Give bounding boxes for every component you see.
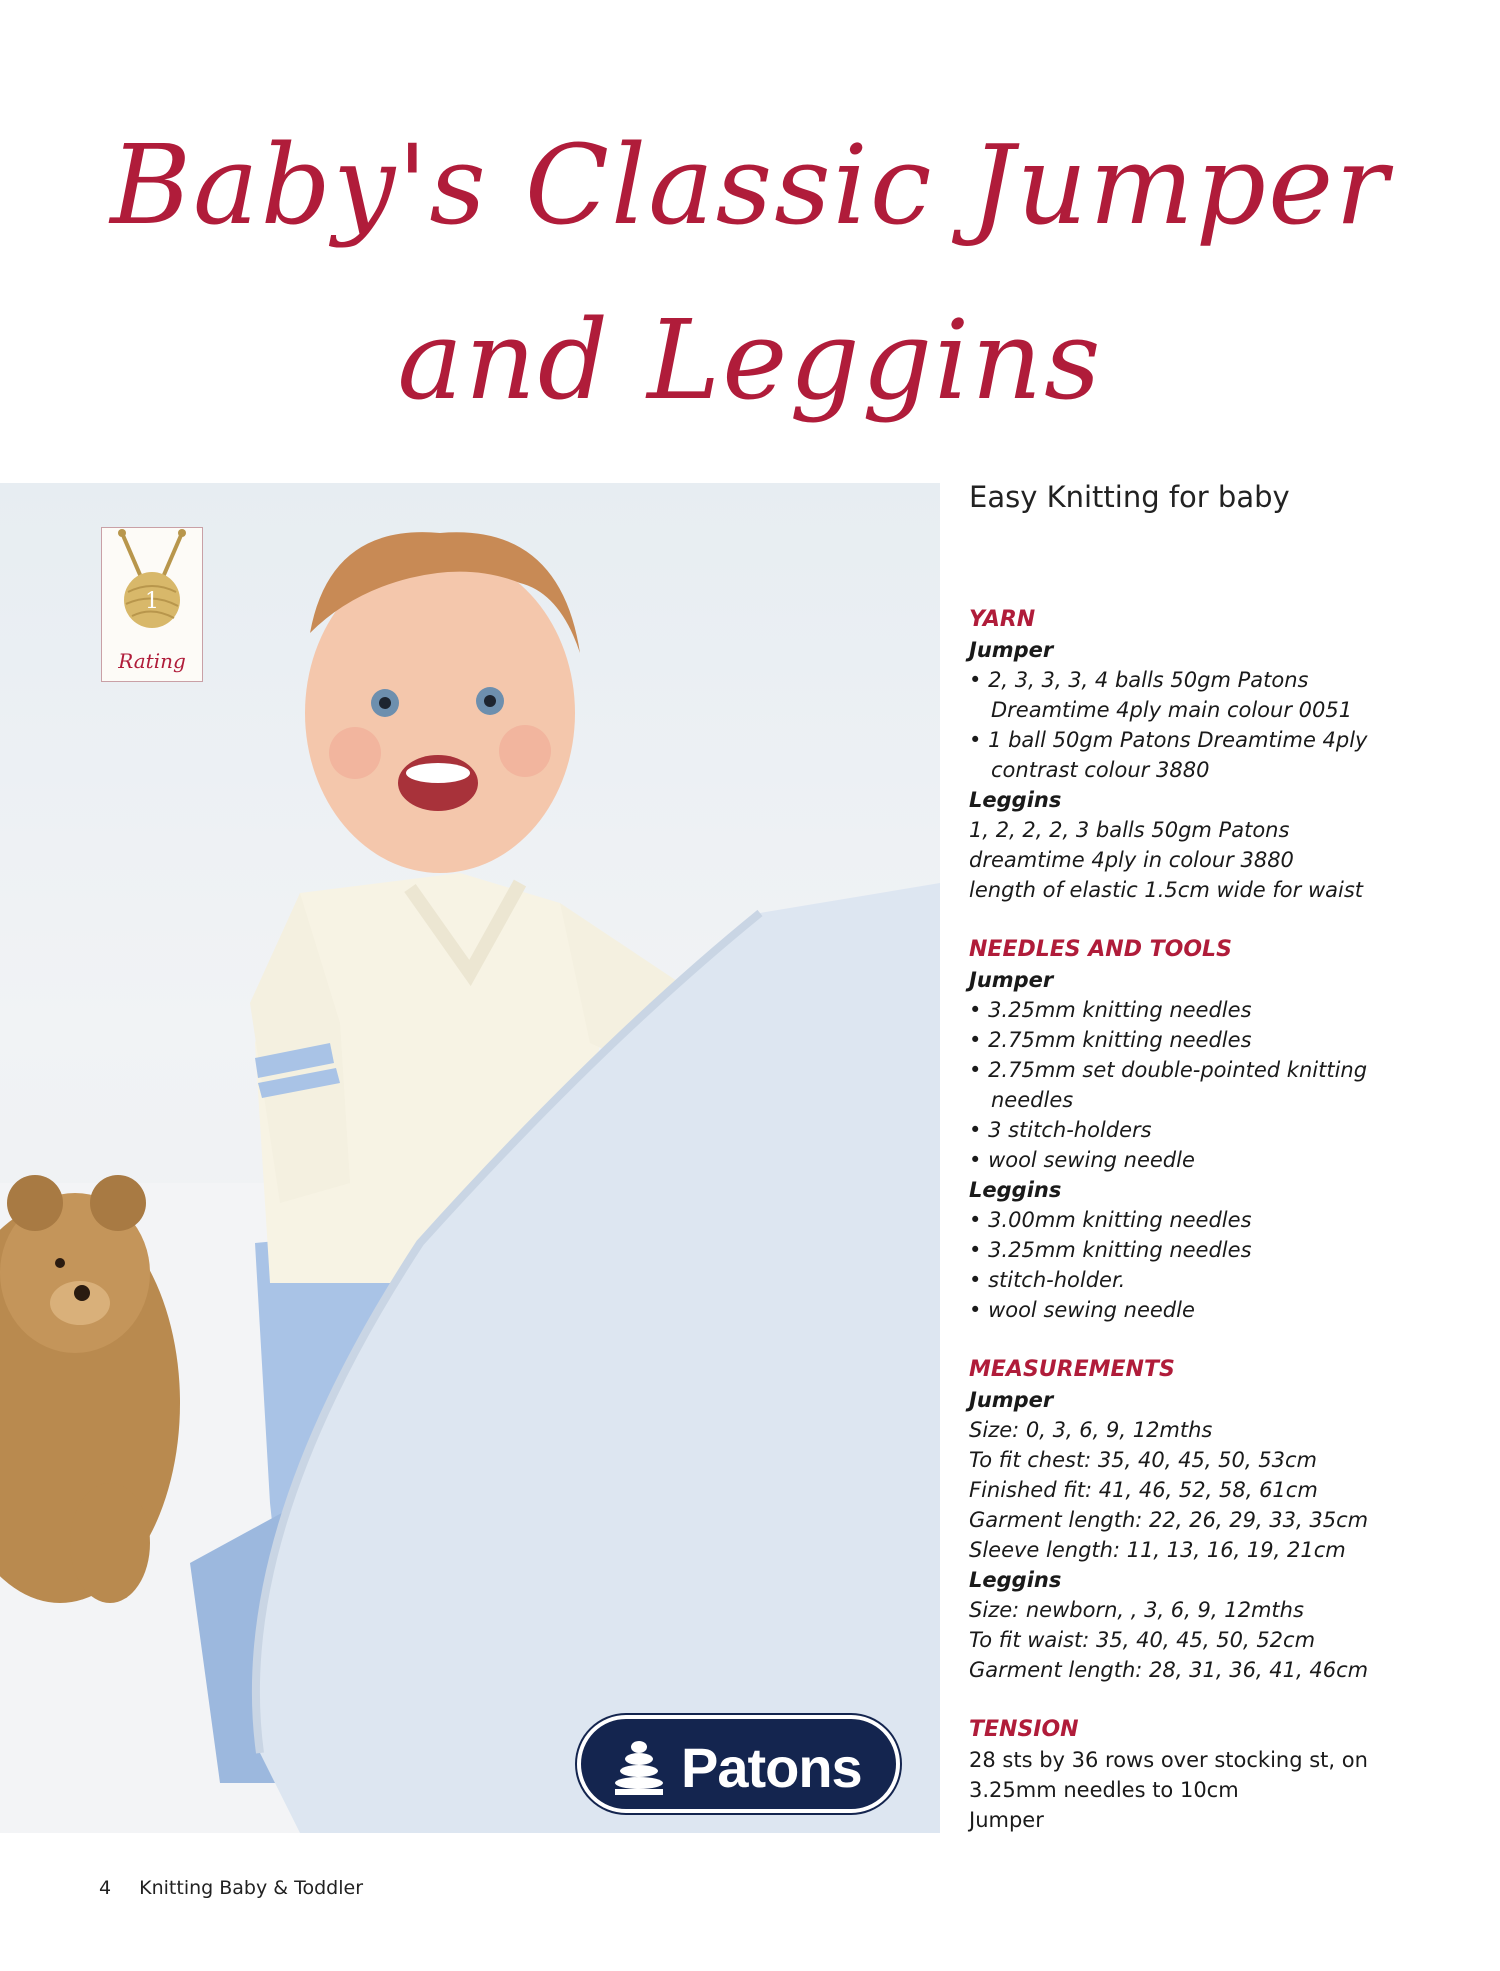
yarn-jumper-label: Jumper [969,638,1054,662]
needles-jumper-label: Jumper [969,968,1054,992]
rating-level: 1 [145,589,159,614]
yarn-heading: YARN [969,607,1036,632]
list-item: dreamtime 4ply in colour 3880 [969,848,1294,872]
page-title-line-1: Baby's Classic Jumper [110,121,1390,249]
list-item: • wool sewing needle [969,1145,1409,1175]
list-item: • 3.25mm knitting needles [969,995,1409,1025]
list-item: 1, 2, 2, 2, 3 balls 50gm Patons [969,818,1290,842]
yarn-stack-icon [609,1737,669,1797]
subtitle: Easy Knitting for baby [969,480,1290,514]
list-item: • 3.00mm knitting needles [969,1205,1409,1235]
list-item: • 3 stitch-holders [969,1115,1409,1145]
page-number: 4 [99,1877,112,1899]
list-item: length of elastic 1.5cm wide for waist [969,878,1363,902]
list-item: Size: newborn, , 3, 6, 9, 12mths [969,1598,1304,1622]
list-item: Size: 0, 3, 6, 9, 12mths [969,1418,1213,1442]
patons-logo [577,1715,900,1813]
pattern-details [969,605,1409,1835]
list-item: • stitch-holder. [969,1265,1409,1295]
list-item: Sleeve length: 11, 13, 16, 19, 21cm [969,1538,1346,1562]
list-item: • 3.25mm knitting needles [969,1235,1409,1265]
measurements-jumper-label: Jumper [969,1388,1054,1412]
list-item: To fit waist: 35, 40, 45, 50, 52cm [969,1628,1316,1652]
list-item: Garment length: 22, 26, 29, 33, 35cm [969,1508,1369,1532]
brand-name: Patons [681,1736,862,1799]
list-item: • wool sewing needle [969,1295,1409,1325]
needles-leggins-label: Leggins [969,1178,1062,1202]
page-title-line-2: and Leggins [397,296,1103,424]
publication-name: Knitting Baby & Toddler [139,1877,364,1899]
list-item: • 2.75mm set double-pointed knitting needles [969,1055,1409,1115]
rating-label: Rating [118,649,186,673]
baby-photo-illustration [0,483,940,1833]
list-item: • 1 ball 50gm Patons Dreamtime 4ply contrast colour 3880 [969,725,1409,785]
tension-heading: TENSION [969,1717,1079,1742]
list-item: • 2, 3, 3, 3, 4 balls 50gm Patons Dreamtime 4ply main colour 0051 [969,665,1409,725]
measurements-heading: MEASUREMENTS [969,1357,1175,1382]
list-item: 3.25mm needles to 10cm [969,1778,1239,1802]
list-item: • 2.75mm knitting needles [969,1025,1409,1055]
yarn-ball-needles-icon [102,528,202,648]
list-item: Garment length: 28, 31, 36, 41, 46cm [969,1658,1369,1682]
needles-heading: NEEDLES AND TOOLS [969,937,1232,962]
measurements-leggins-label: Leggins [969,1568,1062,1592]
list-item: Finished fit: 41, 46, 52, 58, 61cm [969,1478,1318,1502]
rating-badge [101,527,203,682]
yarn-leggins-label: Leggins [969,788,1062,812]
page-footer [99,1877,363,1899]
list-item: Jumper [969,1808,1044,1832]
list-item: 28 sts by 36 rows over stocking st, on [969,1748,1368,1772]
product-photo [0,483,940,1833]
baby-head-shape [305,532,580,873]
list-item: To fit chest: 35, 40, 45, 50, 53cm [969,1448,1317,1472]
